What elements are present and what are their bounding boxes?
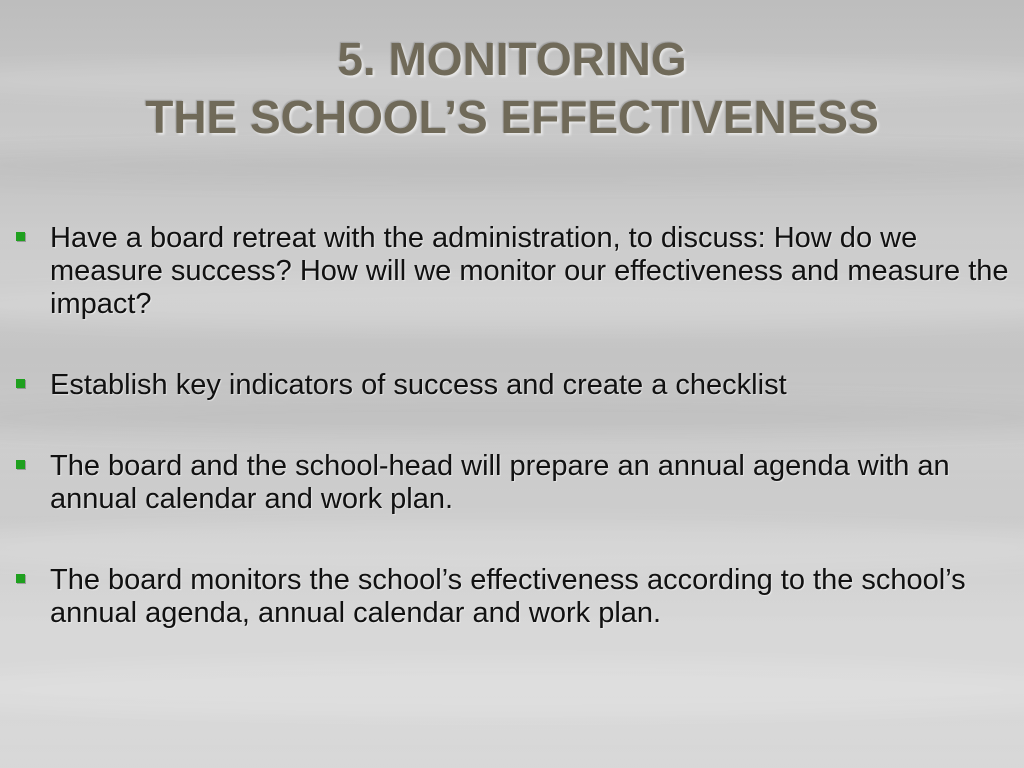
bullet-text: The board and the school-head will prepare an annual agenda with an annual calendar and work plan. xyxy=(50,450,950,515)
green-square-bullet-icon xyxy=(16,232,25,241)
bullet-text: Have a board retreat with the administration, to discuss: How do we measure success? How will we monitor our effectiveness and measure the impact? xyxy=(50,222,1009,320)
green-square-bullet-icon xyxy=(16,379,25,388)
bullet-text: The board monitors the school’s effectiveness according to the school’s annual agenda, annual calendar and work plan. xyxy=(50,564,966,629)
slide-title-line-2: THE SCHOOL’S EFFECTIVENESS xyxy=(145,91,879,143)
bullet-item xyxy=(16,564,1016,630)
slide-title xyxy=(0,30,1024,146)
green-square-bullet-icon xyxy=(16,574,25,583)
bullet-list xyxy=(16,222,1016,678)
bullet-item xyxy=(16,450,1016,516)
slide-title-line-1: 5. MONITORING xyxy=(337,33,687,85)
green-square-bullet-icon xyxy=(16,460,25,469)
background-streak xyxy=(0,150,1024,180)
bullet-item xyxy=(16,369,1016,402)
bullet-text: Establish key indicators of success and create a checklist xyxy=(50,369,787,401)
bullet-item xyxy=(16,222,1016,321)
